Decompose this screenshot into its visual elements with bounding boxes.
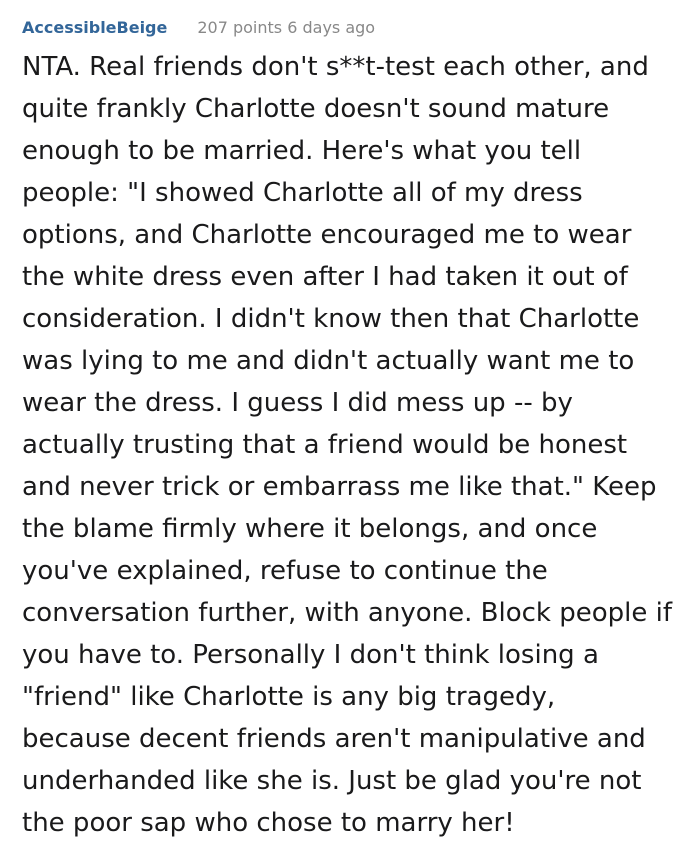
comment-score-timestamp: 207 points 6 days ago [197,18,376,37]
comment-author-link[interactable]: AccessibleBeige [22,18,168,37]
comment-header [22,18,700,42]
comment-text: NTA. Real friends don't s**t-test each other, and quite frankly Charlotte doesn't sound mature enough to be married. Here's what you tell people: "I showed Charlotte all of my dress options, and Charlotte encouraged me to wear the white dress even after I had taken it out of consideration. I didn't know then that Charlotte was lying to me and didn't actually want me to wear the dress. I guess I did mess up -- by actually trusting that a friend would be honest and never trick or embarrass me like that." Keep the blame firmly where it belongs, and once you've explained, refuse to continue the conversation further, with anyone. Block people if you have to. Personally I don't think losing a "friend" like Charlotte is any big tragedy, because decent friends aren't manipulative and underhanded like she is. Just be glad you're not the poor sap who chose to marry her! [22,52,672,838]
comment-body [22,46,672,844]
